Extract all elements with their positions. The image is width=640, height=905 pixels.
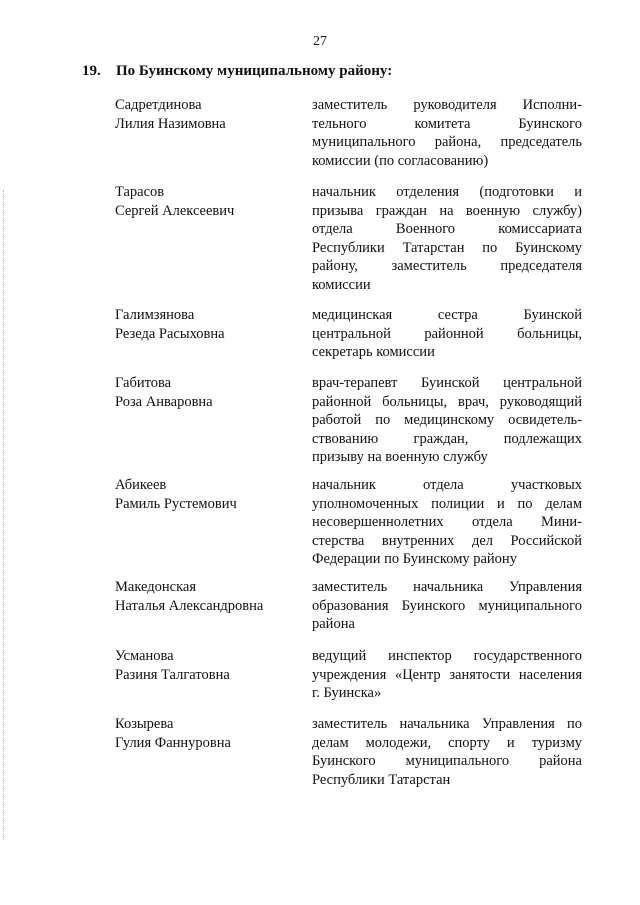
role-line: отдела Военного комиссариата: [312, 221, 582, 237]
role-line: тельного комитета Буинского: [312, 115, 582, 132]
role-line: призыва граждан на военную службу): [312, 202, 582, 219]
role-line: делам молодежи, спорту и туризму: [312, 734, 582, 751]
member-surname: Габитова: [115, 375, 172, 391]
role-line: уполномоченных полиции и по делам: [312, 495, 582, 512]
member-role: [312, 647, 582, 703]
member-given-names: Сергей Алексеевич: [115, 202, 235, 219]
role-line: учреждения «Центр занятости населения: [312, 666, 582, 683]
member-role: [312, 476, 582, 569]
role-line: районной больницы, врач, руководящий: [312, 393, 582, 410]
member-name: [115, 183, 305, 220]
member-role: [312, 183, 582, 294]
section-heading: [82, 63, 392, 80]
member-name: [115, 578, 305, 615]
member-surname: Садретдинова: [115, 97, 202, 113]
role-line: начальник отделения (подготовки и: [312, 184, 582, 200]
role-line: заместитель начальника Управления по: [312, 716, 582, 732]
member-name: [115, 647, 305, 684]
member-given-names: Разиня Талгатовна: [115, 666, 230, 683]
role-line: району, заместитель председателя: [312, 258, 582, 274]
member-name: [115, 306, 305, 343]
member-given-names: Гулия Фаннуровна: [115, 734, 231, 751]
member-surname: Галимзянова: [115, 307, 195, 323]
role-line: Буинского муниципального района: [312, 753, 582, 769]
role-line: комиссии: [312, 276, 371, 293]
member-surname: Македонская: [115, 579, 197, 595]
member-given-names: Наталья Александровна: [115, 597, 264, 614]
member-surname: Абикеев: [115, 477, 167, 493]
member-surname: Тарасов: [115, 184, 165, 200]
member-given-names: Рамиль Рустемович: [115, 495, 237, 512]
member-name: [115, 476, 305, 513]
member-name: [115, 374, 305, 411]
member-surname: Усманова: [115, 648, 174, 664]
member-name: [115, 715, 305, 752]
member-name: [115, 96, 305, 133]
member-given-names: Роза Анваровна: [115, 393, 213, 410]
role-line: призыву на военную службу: [312, 449, 488, 465]
role-line: муниципального района, председатель: [312, 134, 582, 150]
member-surname: Козырева: [115, 716, 174, 732]
scan-margin-artifact: [3, 190, 5, 840]
member-role: [312, 96, 582, 170]
member-given-names: Лилия Назимовна: [115, 115, 226, 132]
role-line: несовершеннолетних отдела Мини-: [312, 514, 582, 530]
member-role: [312, 578, 582, 634]
role-line: стерства внутренних дел Российской: [312, 532, 582, 549]
role-line: образования Буинского муниципального: [312, 597, 582, 614]
role-line: Республики Татарстан: [312, 771, 451, 788]
section-title: По Буинскому муниципальному району:: [116, 63, 393, 79]
member-role: [312, 374, 582, 467]
role-line: заместитель начальника Управления: [312, 579, 582, 595]
role-line: работой по медицинскому освидетель-: [312, 412, 582, 428]
role-line: района: [312, 616, 355, 632]
member-role: [312, 306, 582, 362]
role-line: центральной районной больницы,: [312, 325, 582, 342]
role-line: ведущий инспектор государственного: [312, 648, 582, 664]
role-line: медицинская сестра Буинской: [312, 307, 582, 323]
role-line: ствованию граждан, подлежащих: [312, 430, 582, 447]
role-line: секретарь комиссии: [312, 344, 435, 360]
role-line: Федерации по Буинскому району: [312, 551, 517, 567]
member-given-names: Резеда Расыховна: [115, 325, 225, 342]
section-number: 19.: [82, 63, 101, 79]
role-line: врач-терапевт Буинской центральной: [312, 375, 582, 391]
role-line: Республики Татарстан по Буинскому: [312, 239, 582, 256]
role-line: комиссии (по согласованию): [312, 152, 489, 169]
page-number: 27: [313, 34, 327, 49]
role-line: г. Буинска»: [312, 685, 382, 701]
role-line: заместитель руководителя Исполни-: [312, 97, 582, 113]
role-line: начальник отдела участковых: [312, 477, 582, 493]
member-role: [312, 715, 582, 789]
